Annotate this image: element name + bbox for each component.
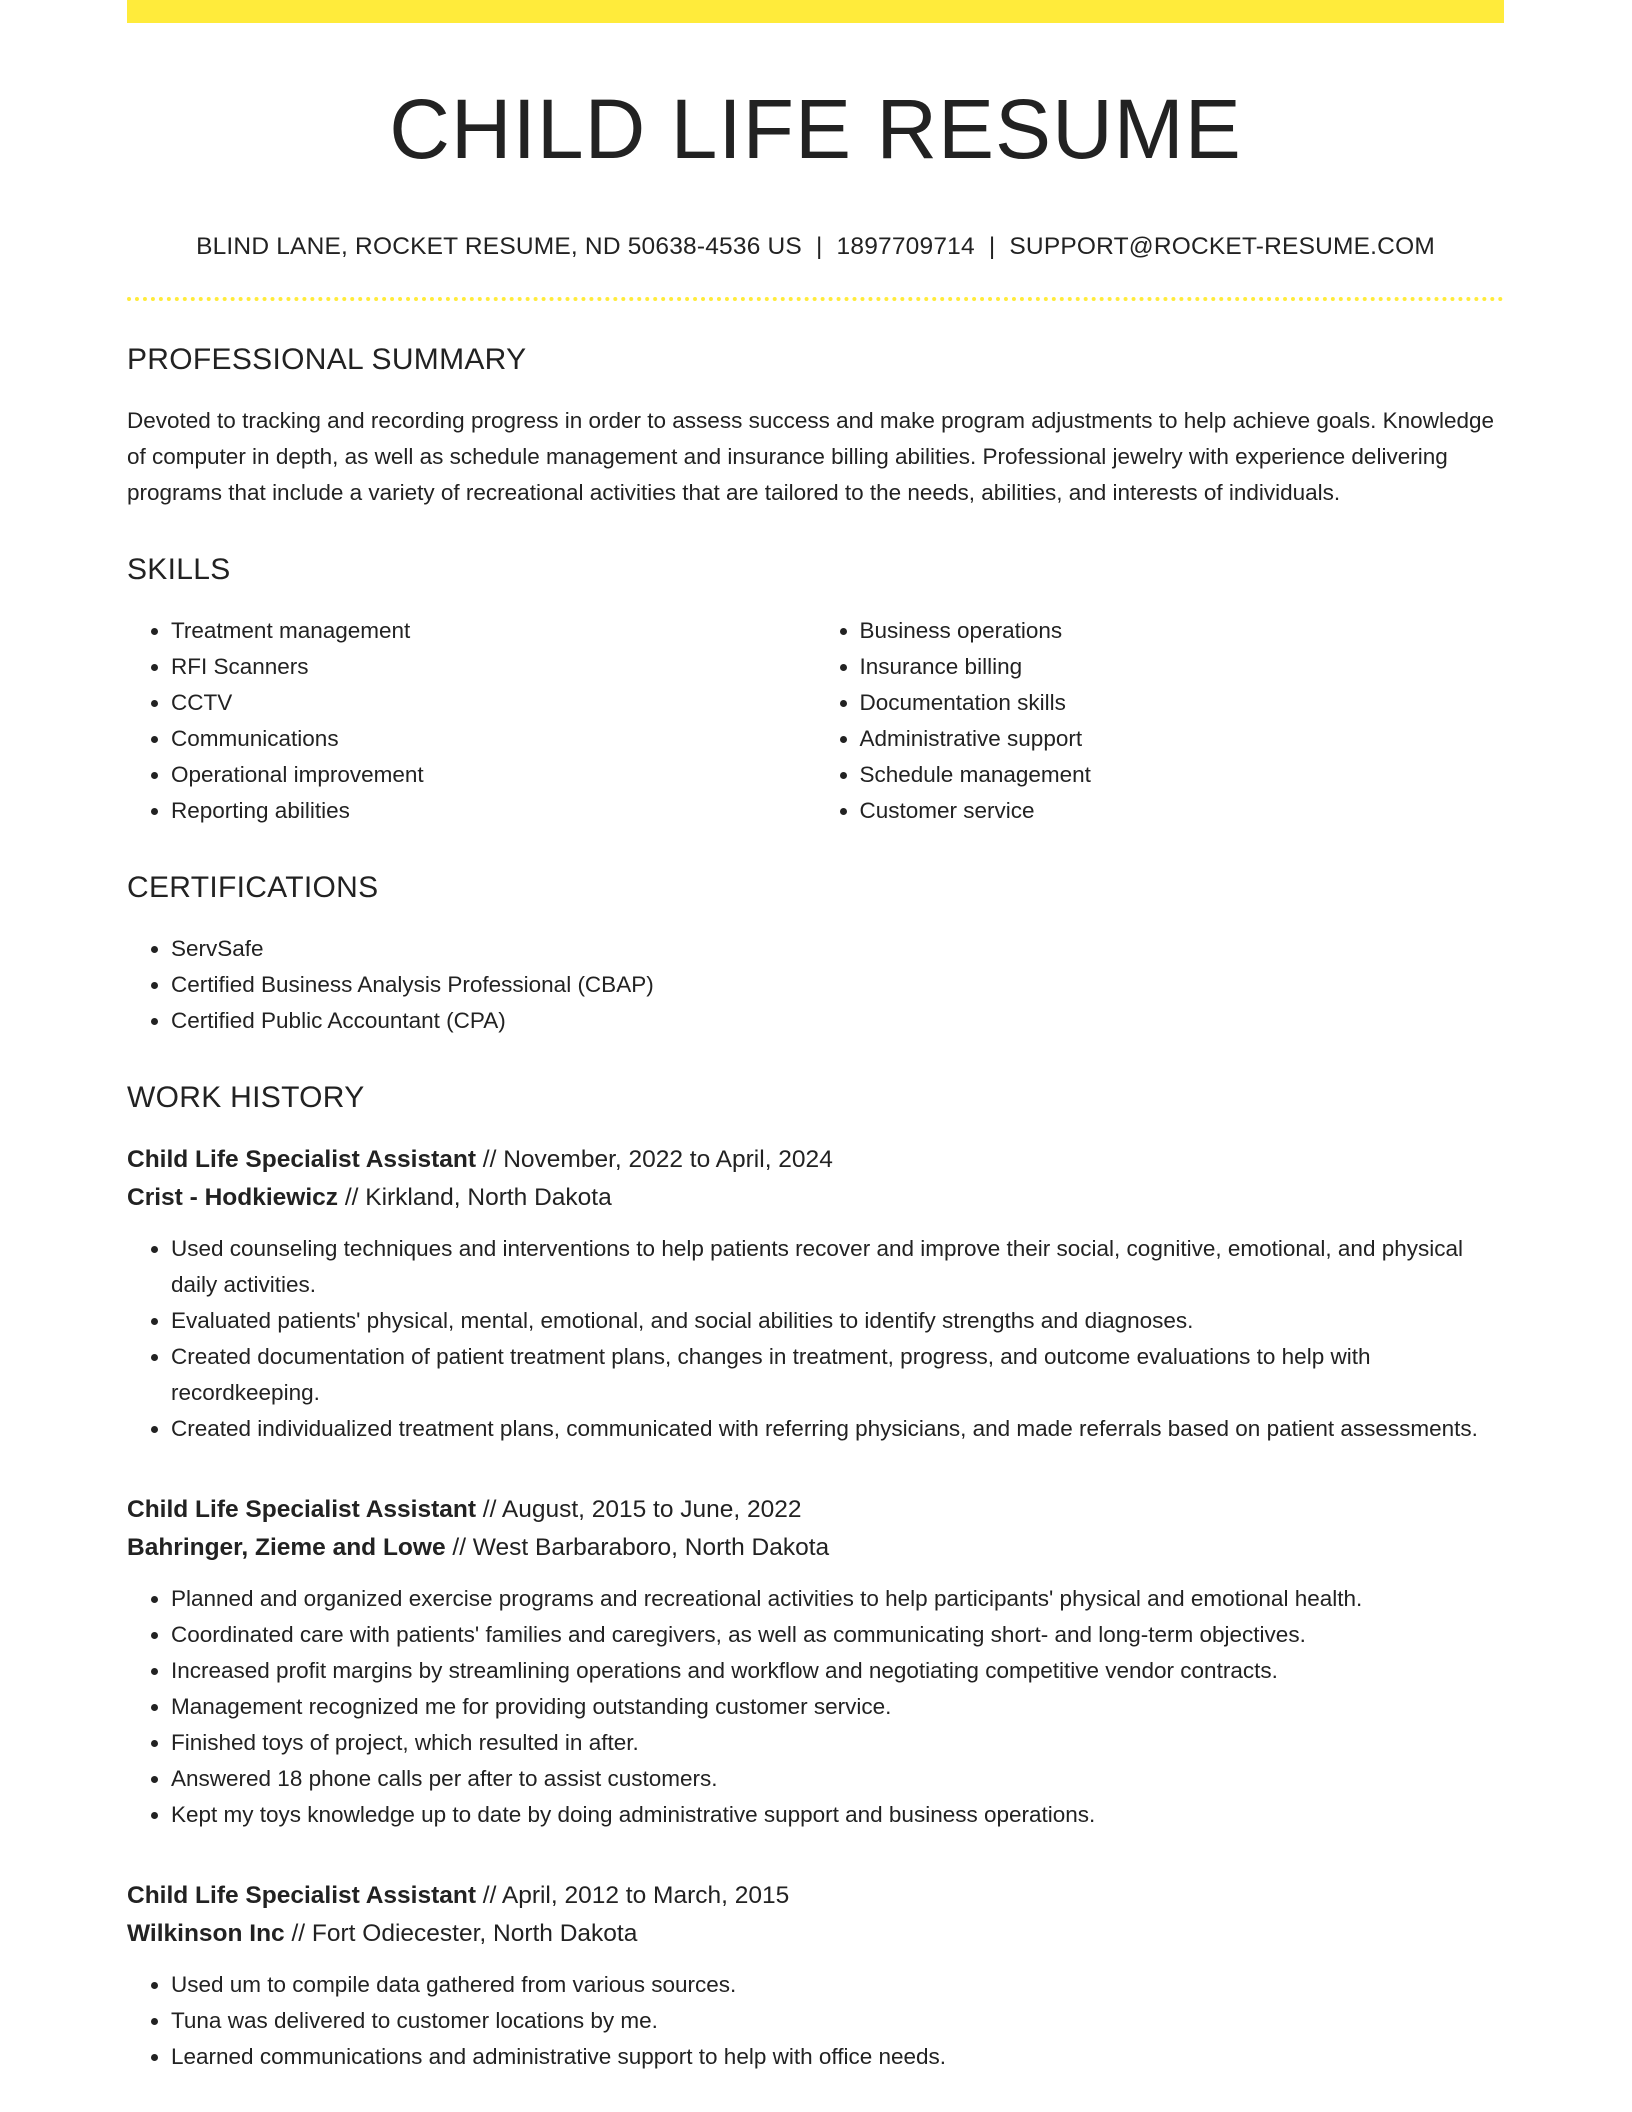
job-bullet: • Evaluated patients' physical, mental, emotional, and social abilities to identify strengths and diagnoses. — [171, 1303, 1504, 1339]
job-bullet: • Planned and organized exercise programs and recreational activities to help participants' physical and emotional health. — [171, 1581, 1504, 1617]
resume-page — [127, 0, 1504, 2075]
certification-item: • Certified Business Analysis Professional (CBAP) — [171, 967, 1504, 1003]
skills-grid — [127, 613, 1504, 829]
job-bullet: • Tuna was delivered to customer locations by me. — [171, 2003, 1504, 2039]
job-location: // Fort Odiecester, North Dakota — [284, 1920, 638, 1948]
job-bullet: • Created individualized treatment plans, communicated with referring physicians, and made referrals based on patient assessments. — [171, 1411, 1504, 1447]
job-company-line — [127, 1529, 1504, 1567]
job-dates: // November, 2022 to April, 2024 — [475, 1146, 833, 1174]
job-entry — [127, 1141, 1504, 1447]
contact-email: SUPPORT@ROCKET-RESUME.COM — [1009, 233, 1435, 261]
top-accent-bar — [127, 0, 1504, 23]
job-company: Bahringer, Zieme and Lowe — [127, 1534, 446, 1562]
resume-title: CHILD LIFE RESUME — [389, 82, 1242, 176]
job-bullet: • Used um to compile data gathered from various sources. — [171, 1967, 1504, 2003]
contact-phone: 1897709714 — [836, 233, 975, 261]
job-bullet: • Finished toys of project, which resulted in after. — [171, 1725, 1504, 1761]
skill-item: • Communications — [171, 721, 816, 757]
skill-item: • Operational improvement — [171, 757, 816, 793]
job-company: Wilkinson Inc — [127, 1920, 285, 1948]
job-role: Child Life Specialist Assistant — [127, 1882, 476, 1910]
job-entry — [127, 1877, 1504, 2075]
job-bullet: • Management recognized me for providing outstanding customer service. — [171, 1689, 1504, 1725]
job-bullet: • Kept my toys knowledge up to date by doing administrative support and business operations. — [171, 1797, 1504, 1833]
skills-list-left — [127, 613, 816, 829]
certification-item: • Certified Public Accountant (CPA) — [171, 1003, 1504, 1039]
job-bullet: • Answered 18 phone calls per after to assist customers. — [171, 1761, 1504, 1797]
job-bullet: • Used counseling techniques and interventions to help patients recover and improve their social, cognitive, emotional, and physical daily activities. — [171, 1231, 1504, 1303]
contact-separator: | — [815, 233, 823, 261]
contact-separator: | — [988, 233, 996, 261]
job-bullet: • Created documentation of patient treatment plans, changes in treatment, progress, and outcome evaluations to help with recordkeeping. — [171, 1339, 1504, 1411]
job-bullets — [127, 1231, 1504, 1447]
job-role: Child Life Specialist Assistant — [127, 1496, 476, 1524]
section-title-certifications: CERTIFICATIONS — [127, 871, 379, 905]
skill-item: • RFI Scanners — [171, 649, 816, 685]
job-dates: // August, 2015 to June, 2022 — [475, 1496, 802, 1524]
contact-address: BLIND LANE, ROCKET RESUME, ND 50638-4536 US — [196, 233, 802, 261]
contact-line — [127, 233, 1504, 261]
skill-item: • Reporting abilities — [171, 793, 816, 829]
skill-item: • Customer service — [860, 793, 1505, 829]
job-role-line — [127, 1877, 1504, 1915]
job-bullet: • Learned communications and administrative support to help with office needs. — [171, 2039, 1504, 2075]
skill-item: • Documentation skills — [860, 685, 1505, 721]
job-company: Crist - Hodkiewicz — [127, 1184, 339, 1212]
job-location: // West Barbaraboro, North Dakota — [445, 1534, 830, 1562]
skill-item: • Business operations — [860, 613, 1505, 649]
section-title-summary: PROFESSIONAL SUMMARY — [127, 343, 527, 377]
job-company-line — [127, 1915, 1504, 1953]
job-location: // Kirkland, North Dakota — [338, 1184, 612, 1212]
skill-item: • Insurance billing — [860, 649, 1505, 685]
certifications-list — [127, 931, 1504, 1039]
job-bullet: • Increased profit margins by streamlining operations and workflow and negotiating competitive vendor contracts. — [171, 1653, 1504, 1689]
job-bullets — [127, 1581, 1504, 1833]
job-role-line — [127, 1141, 1504, 1179]
skill-item: • CCTV — [171, 685, 816, 721]
job-bullets — [127, 1967, 1504, 2075]
job-role: Child Life Specialist Assistant — [127, 1146, 476, 1174]
job-entry — [127, 1491, 1504, 1833]
job-dates: // April, 2012 to March, 2015 — [475, 1882, 790, 1910]
job-role-line — [127, 1491, 1504, 1529]
section-title-work-history: WORK HISTORY — [127, 1081, 365, 1115]
skill-item: • Schedule management — [860, 757, 1505, 793]
summary-text: Devoted to tracking and recording progress in order to assess success and make program adjustments to help achieve goals. Knowledge of computer in depth, as well as schedule management and insurance billing abilities. Professional jewelry with experience delivering programs that include a variety of recreational activities that are tailored to the needs, abilities, and interests of individuals. — [127, 408, 1494, 506]
header-divider — [127, 297, 1504, 301]
skills-list-right — [816, 613, 1505, 829]
skill-item: • Administrative support — [860, 721, 1505, 757]
job-company-line — [127, 1179, 1504, 1217]
certification-item: • ServSafe — [171, 931, 1504, 967]
skill-item: • Treatment management — [171, 613, 816, 649]
job-bullet: • Coordinated care with patients' families and caregivers, as well as communicating short- and long-term objectives. — [171, 1617, 1504, 1653]
section-title-skills: SKILLS — [127, 553, 231, 587]
